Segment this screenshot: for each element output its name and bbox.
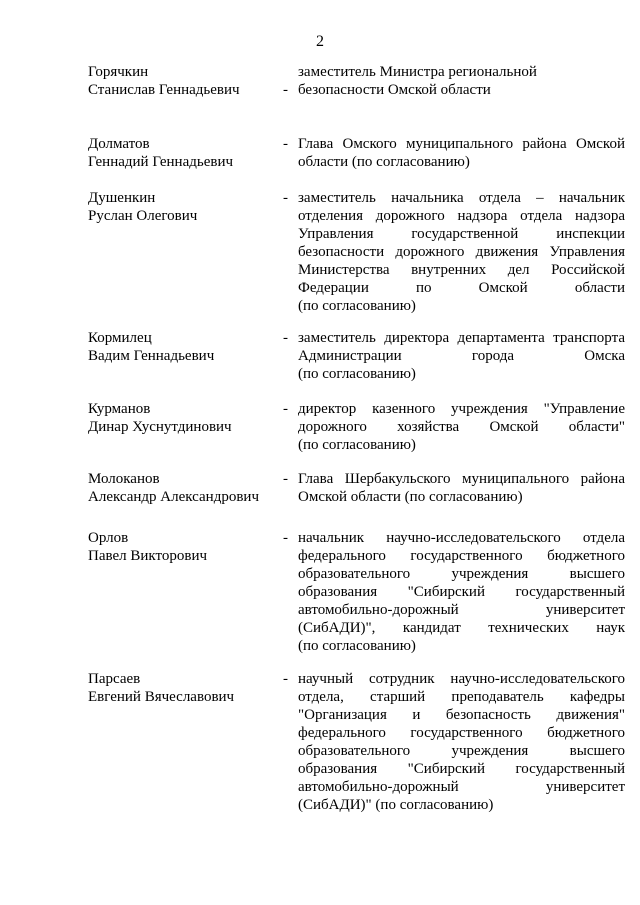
- position-line: безопасности Омской области: [298, 82, 491, 98]
- position-line: Администрации города Омска: [298, 348, 625, 364]
- position-line: образовательного учреждения высшего: [298, 743, 625, 759]
- member-given-names: Вадим Геннадьевич: [88, 348, 215, 364]
- dash-separator: -: [283, 330, 288, 346]
- member-name: [88, 329, 278, 365]
- member-position: [298, 470, 625, 506]
- position-line: Глава Омского муниципального района Омской: [298, 136, 625, 152]
- position-line: (СибАДИ)", кандидат технических наук: [298, 620, 625, 636]
- dash-separator: -: [283, 82, 288, 98]
- member-position: [298, 63, 625, 99]
- member-surname: Курманов: [88, 401, 151, 417]
- dash-separator: -: [283, 190, 288, 206]
- position-line: начальник научно-исследовательского отдела: [298, 530, 625, 546]
- member-position: [298, 329, 625, 383]
- position-line: заместитель начальника отдела – начальник: [298, 190, 625, 206]
- dash-separator: -: [283, 671, 288, 687]
- position-line: Управления государственной инспекции: [298, 226, 625, 242]
- position-line: образования "Сибирский государственный: [298, 584, 625, 600]
- position-line: образования "Сибирский государственный: [298, 761, 625, 777]
- position-line: федерального государственного бюджетного: [298, 548, 625, 564]
- position-line: безопасности дорожного движения Управления: [298, 244, 625, 260]
- member-given-names: Геннадий Геннадьевич: [88, 154, 234, 170]
- position-line: дорожного хозяйства Омской области": [298, 419, 625, 435]
- dash-separator: -: [283, 136, 288, 152]
- member-surname: Долматов: [88, 136, 150, 152]
- member-name: [88, 529, 278, 565]
- member-given-names: Руслан Олегович: [88, 208, 198, 224]
- position-line: автомобильно-дорожный университет: [298, 602, 625, 618]
- position-line: (СибАДИ)" (по согласованию): [298, 797, 494, 813]
- member-position: [298, 670, 625, 814]
- member-name: [88, 400, 278, 436]
- member-given-names: Динар Хуснутдинович: [88, 419, 232, 435]
- member-surname: Молоканов: [88, 471, 160, 487]
- position-line: "Организация и безопасность движения": [298, 707, 625, 723]
- position-line: области (по согласованию): [298, 154, 470, 170]
- position-line: директор казенного учреждения "Управление: [298, 401, 625, 417]
- position-line: Министерства внутренних дел Российской: [298, 262, 625, 278]
- position-line: Глава Шербакульского муниципального района: [298, 471, 625, 487]
- position-line: отделения дорожного надзора отдела надзора: [298, 208, 625, 224]
- member-name: [88, 189, 278, 225]
- member-name: [88, 63, 278, 99]
- member-position: [298, 529, 625, 655]
- member-given-names: Евгений Вячеславович: [88, 689, 235, 705]
- member-surname: Орлов: [88, 530, 129, 546]
- position-line: научный сотрудник научно-исследовательского: [298, 671, 625, 687]
- position-line: Омской области (по согласованию): [298, 489, 523, 505]
- position-line: федерального государственного бюджетного: [298, 725, 625, 741]
- position-line: отдела, старший преподаватель кафедры: [298, 689, 625, 705]
- position-line: автомобильно-дорожный университет: [298, 779, 625, 795]
- position-line: (по согласованию): [298, 366, 416, 382]
- position-line: Федерации по Омской области: [298, 280, 625, 296]
- position-line: заместитель Министра региональной: [298, 64, 537, 80]
- position-line: заместитель директора департамента транспорта: [298, 330, 625, 346]
- member-name: [88, 135, 278, 171]
- member-position: [298, 400, 625, 454]
- member-position: [298, 135, 625, 171]
- dash-separator: -: [283, 530, 288, 546]
- position-line: (по согласованию): [298, 298, 416, 314]
- member-surname: Горячкин: [88, 64, 149, 80]
- position-line: (по согласованию): [298, 638, 416, 654]
- member-given-names: Станислав Геннадьевич: [88, 82, 240, 98]
- dash-separator: -: [283, 471, 288, 487]
- member-name: [88, 670, 278, 706]
- position-line: (по согласованию): [298, 437, 416, 453]
- dash-separator: -: [283, 401, 288, 417]
- member-surname: Душенкин: [88, 190, 156, 206]
- page-number: 2: [316, 33, 324, 50]
- member-name: [88, 470, 278, 506]
- member-surname: Кормилец: [88, 330, 152, 346]
- member-surname: Парсаев: [88, 671, 141, 687]
- position-line: образовательного учреждения высшего: [298, 566, 625, 582]
- member-given-names: Александр Александрович: [88, 489, 259, 505]
- member-position: [298, 189, 625, 315]
- member-given-names: Павел Викторович: [88, 548, 208, 564]
